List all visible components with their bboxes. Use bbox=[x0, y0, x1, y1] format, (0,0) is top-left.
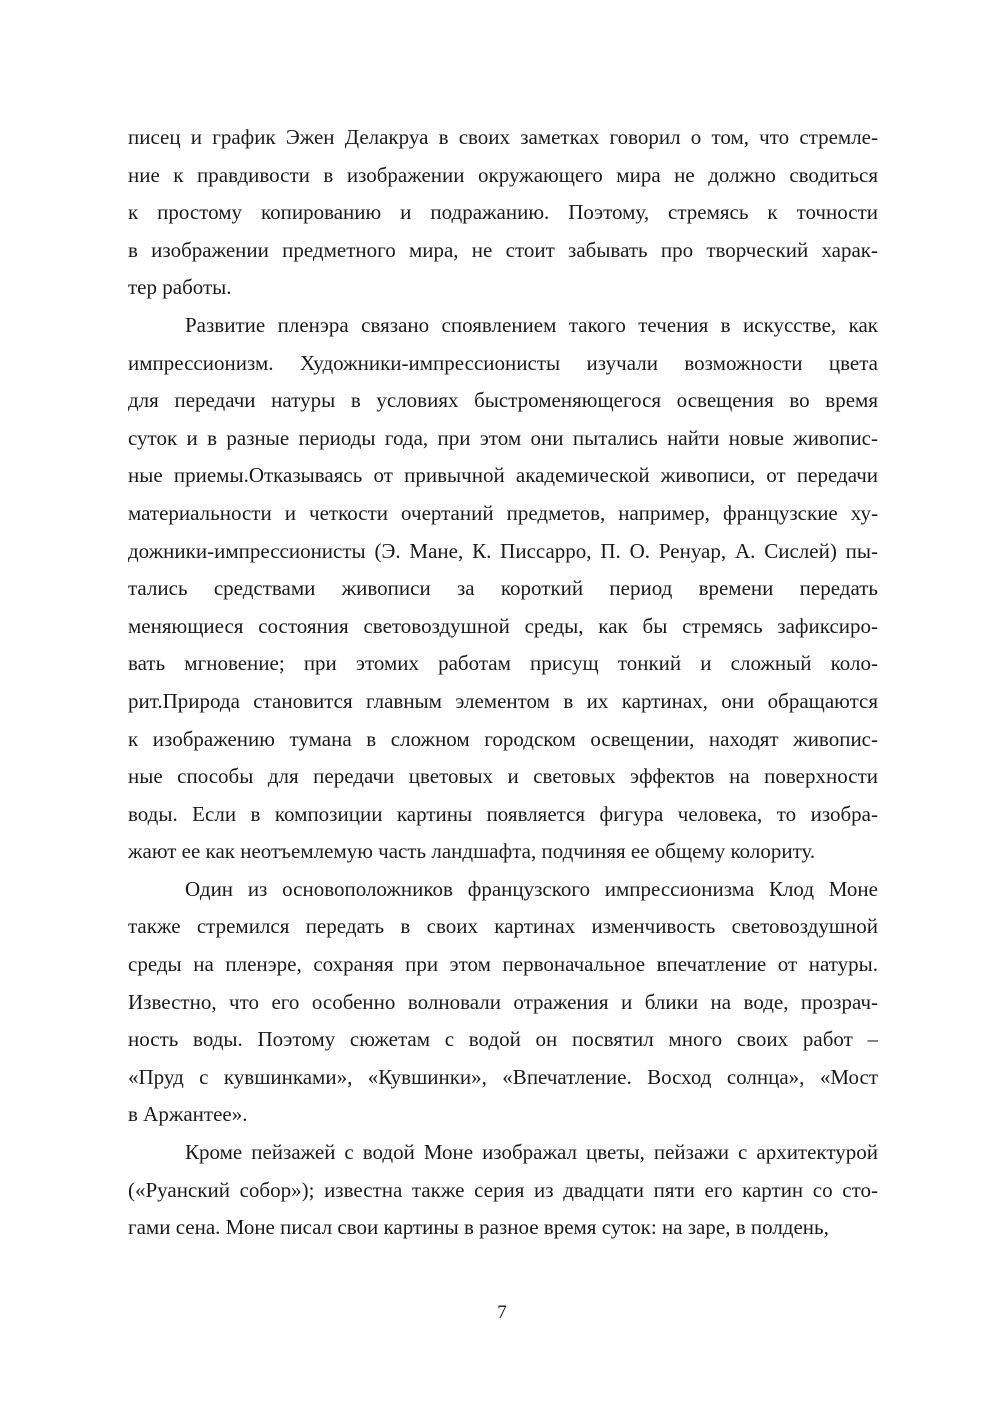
text-line: Кроме пейзажей с водой Моне изображал цветы, пейзажи с архитектурой bbox=[185, 1140, 878, 1165]
body-text bbox=[128, 119, 878, 1247]
text-line: среды на пленэре, сохраняя при этом первоначальное впечатление от натуры. bbox=[128, 952, 878, 977]
text-line: тались средствами живописи за короткий период времени передать bbox=[128, 576, 878, 601]
paragraph-1 bbox=[128, 119, 878, 307]
text-line: к простому копированию и подражанию. Поэтому, стремясь к точности bbox=[128, 200, 878, 225]
text-line: импрессионизм. Художники-импрессионисты изучали возможности цвета bbox=[128, 350, 878, 375]
text-line: тер работы. bbox=[128, 275, 232, 300]
paragraph-3 bbox=[128, 871, 878, 1134]
text-line: ность воды. Поэтому сюжетам с водой он посвятил много своих работ – bbox=[128, 1027, 878, 1052]
text-line: воды. Если в композиции картины появляется фигура человека, то изобра- bbox=[128, 801, 878, 826]
text-line: ние к правдивости в изображении окружающего мира не должно сводиться bbox=[128, 162, 878, 187]
page-number: 7 bbox=[497, 1302, 507, 1323]
text-line: Известно, что его особенно волновали отражения и блики на воде, прозрач- bbox=[128, 989, 878, 1014]
text-line: писец и график Эжен Делакруа в своих заметках говорил о том, что стремле- bbox=[128, 125, 878, 149]
text-line: в Аржантее». bbox=[128, 1102, 248, 1127]
text-line: к изображению тумана в сложном городском освещении, находят живопис- bbox=[128, 726, 878, 751]
text-line: рит.Природа становится главным элементом в их картинах, они обращаются bbox=[128, 688, 878, 713]
text-line: гами сена. Моне писал свои картины в разное время суток: на заре, в полдень, bbox=[128, 1215, 829, 1240]
text-line: в изображении предметного мира, не стоит забывать про творческий харак- bbox=[128, 237, 878, 262]
text-line: «Пруд с кувшинками», «Кувшинки», «Впечатление. Восход солнца», «Мост bbox=[128, 1064, 878, 1089]
text-line: вать мгновение; при этомих работам присущ тонкий и сложный коло- bbox=[128, 651, 878, 676]
text-line: меняющиеся состояния световоздушной среды, как бы стремясь зафиксиро- bbox=[128, 613, 878, 638]
paragraph-4 bbox=[128, 1134, 878, 1247]
text-line: суток и в разные периоды года, при этом они пытались найти новые живопис- bbox=[128, 425, 878, 450]
text-line: материальности и четкости очертаний предметов, например, французские ху- bbox=[128, 500, 878, 525]
text-line: для передачи натуры в условиях быстроменяющегося освещения во время bbox=[128, 388, 878, 413]
paragraph-2 bbox=[128, 307, 878, 871]
text-line: ные приемы.Отказываясь от привычной академической живописи, от передачи bbox=[128, 463, 878, 488]
text-line: жают ее как неотъемлемую часть ландшафта, подчиняя ее общему колориту. bbox=[128, 839, 816, 864]
text-line: ные способы для передачи цветовых и световых эффектов на поверхности bbox=[128, 764, 878, 789]
text-line: дожники-импрессионисты (Э. Мане, К. Писсарро, П. О. Ренуар, А. Сислей) пы- bbox=[128, 538, 878, 563]
text-line: Один из основоположников французского импрессионизма Клод Моне bbox=[185, 876, 878, 901]
text-line: Развитие пленэра связано споявлением такого течения в искусстве, как bbox=[185, 312, 878, 337]
text-line: также стремился передать в своих картинах изменчивость световоздушной bbox=[128, 914, 878, 939]
text-line: («Руанский собор»); известна также серия из двадцати пяти его картин со сто- bbox=[128, 1177, 878, 1202]
